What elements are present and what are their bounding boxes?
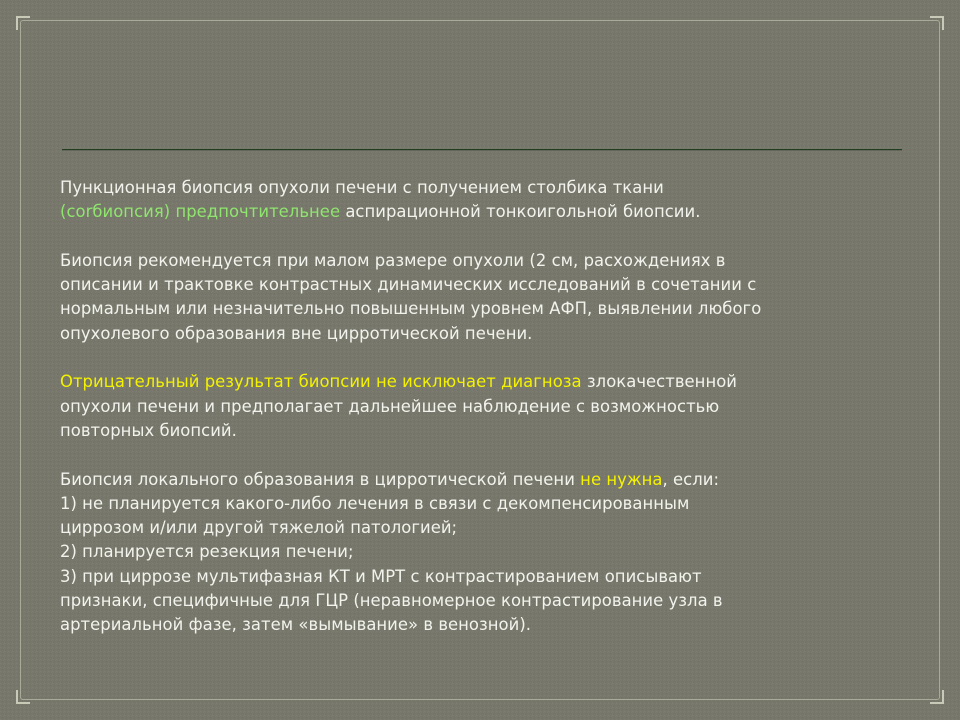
frame-corner-bottom-left — [16, 690, 30, 704]
text-line: нормальным или незначительно повышенным уровнем АФП, выявлении любого — [60, 299, 762, 319]
highlight-core-biopsy: (corбиопсия) предпочтительнее — [60, 202, 341, 222]
text-line: повторных биопсий. — [60, 420, 237, 440]
list-item-1: 1) не планируется какого-либо лечения в связи с декомпенсированным — [60, 493, 690, 513]
paragraph-biopsy-indications — [60, 249, 910, 346]
text-line: артериальной фазе, затем «вымывание» в венозной). — [60, 615, 532, 635]
title-divider-line — [62, 149, 902, 150]
frame-corner-top-right — [930, 16, 944, 30]
text-line: опухолевого образования вне цирротической печени. — [60, 323, 533, 343]
frame-corner-top-left — [16, 16, 30, 30]
list-item-3: 3) при циррозе мультифазная КТ и МРТ с контрастированием описывают — [60, 566, 702, 586]
text-line: описании и трактовке контрастных динамических исследований в сочетании с — [60, 275, 757, 295]
paragraph-biopsy-not-needed — [60, 468, 910, 638]
slide-body-text — [60, 176, 910, 662]
text-line: циррозом и/или другой тяжелой патологией; — [60, 518, 458, 538]
text-span: , если: — [662, 469, 720, 489]
text-line: опухоли печени и предполагает дальнейшее наблюдение с возможностью — [60, 396, 720, 416]
text-line — [60, 468, 910, 492]
text-span: злокачественной — [581, 372, 737, 392]
text-line: признаки, специфичные для ГЦР (неравномерное контрастирование узла в — [60, 591, 723, 611]
paragraph-core-biopsy — [60, 176, 910, 225]
text-line: Биопсия рекомендуется при малом размере опухоли (2 см, расхождениях в — [60, 250, 726, 270]
list-item-2: 2) планируется резекция печени; — [60, 542, 354, 562]
highlight-not-needed: не нужна — [580, 469, 663, 489]
paragraph-negative-result — [60, 370, 910, 443]
text-span: Биопсия локального образования в цирротической печени — [60, 469, 581, 489]
text-line — [60, 200, 910, 224]
text-line: Пункционная биопсия опухоли печени с получением столбика ткани — [60, 178, 664, 197]
text-span: аспирационной тонкоигольной биопсии. — [340, 202, 701, 222]
frame-corner-bottom-right — [930, 690, 944, 704]
highlight-negative-result: Отрицательный результат биопсии не исключает диагноза — [60, 372, 582, 392]
text-line — [60, 370, 910, 394]
